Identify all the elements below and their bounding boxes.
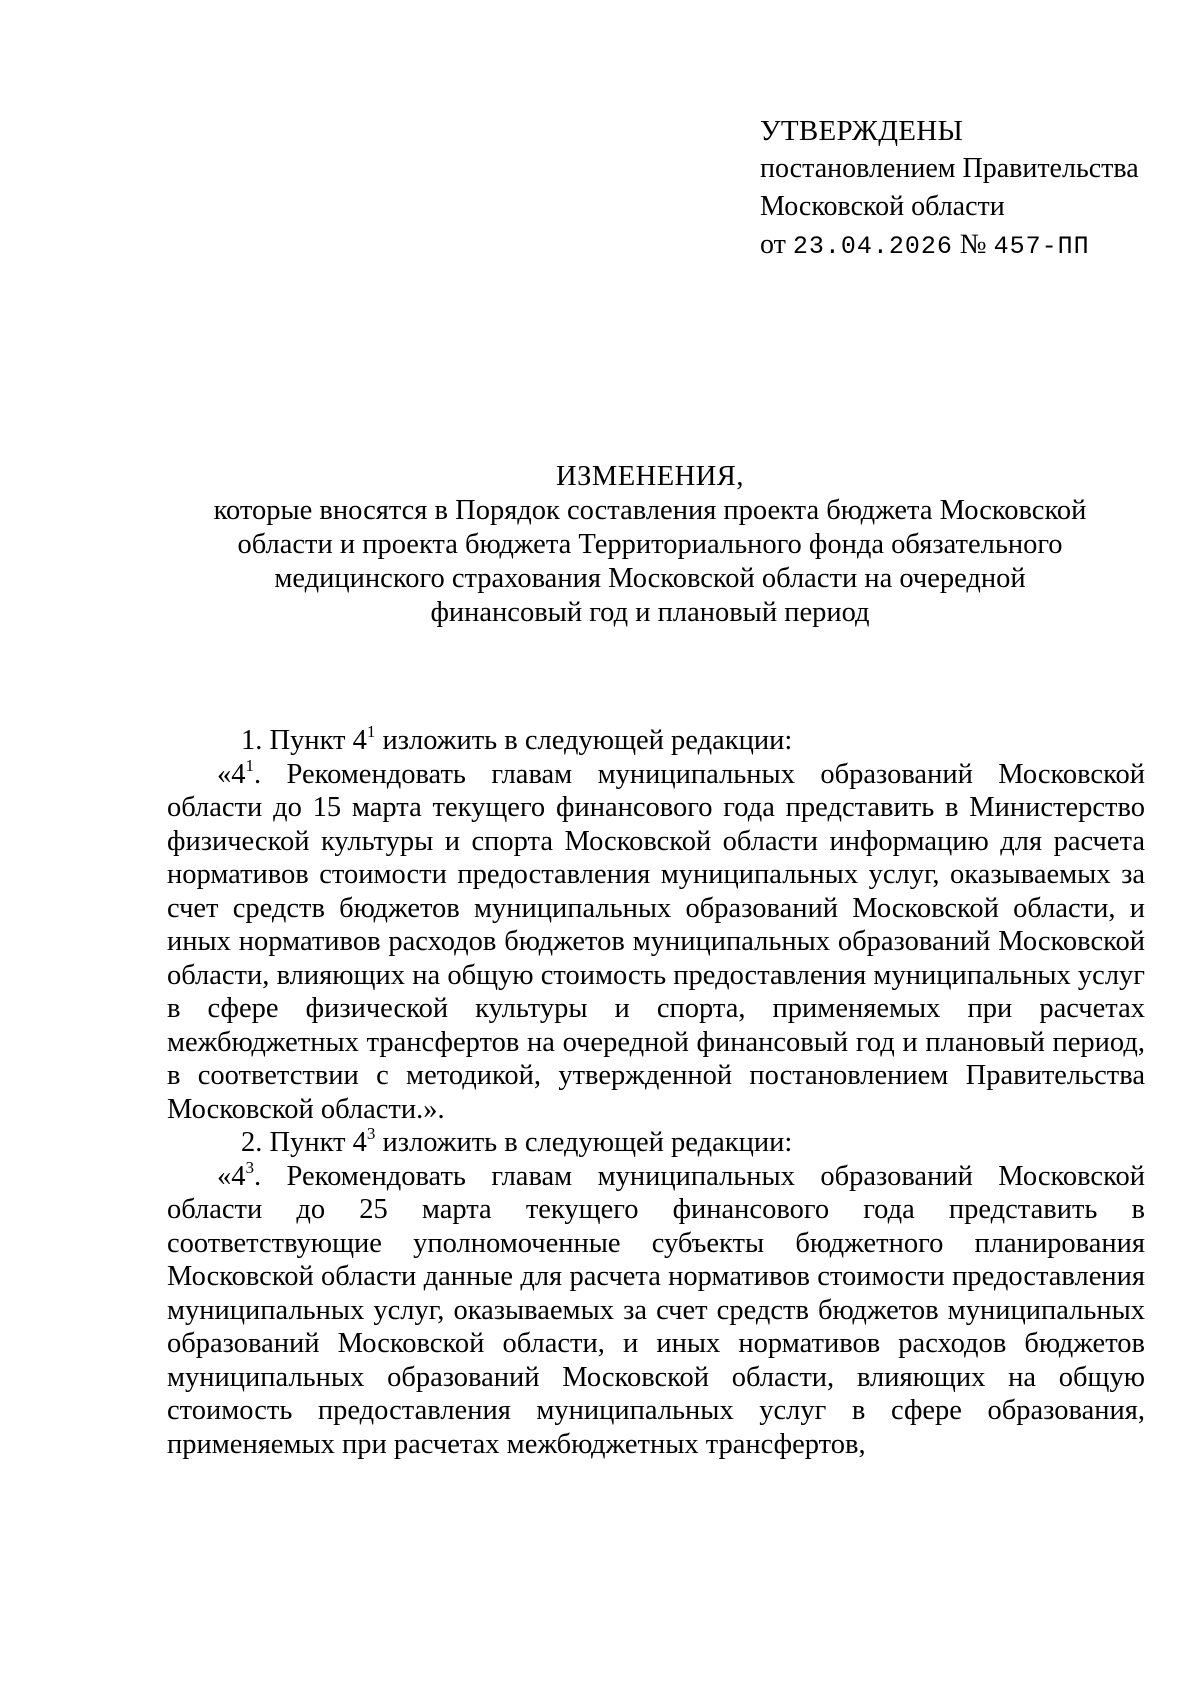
paragraph-4 bbox=[167, 1157, 1145, 1462]
title-line-4: финансовый год и плановый период bbox=[430, 597, 870, 628]
document-title bbox=[200, 460, 1100, 630]
paragraph-2 bbox=[167, 755, 1145, 1127]
approval-number-label: № bbox=[959, 229, 987, 260]
title-line-1: которые вносятся в Порядок составления проекта бюджета Московской bbox=[213, 495, 1087, 526]
paragraph-1-rest: изложить в следующей редакции: bbox=[375, 725, 793, 756]
paragraph-3-start: 2. Пункт 4 bbox=[241, 1127, 367, 1158]
approval-line-2: Московской области bbox=[760, 191, 1005, 222]
paragraph-3-sup: 3 bbox=[366, 1124, 376, 1143]
approval-line-1: постановлением Правительства bbox=[760, 153, 1139, 184]
approval-block bbox=[760, 112, 1180, 266]
paragraph-3 bbox=[167, 1126, 1145, 1160]
paragraph-4-rest: . Рекомендовать главам муниципальных образований Московской области до 25 марта текущего финансового года представить в соответствующие уполномоченные субъекты бюджетного планирования Московской области данные для расчета нормативов стоимости предоставления муниципальных услуг, оказываемых за счет средств бюджетов муниципальных образований Московской области, и иных нормативов расходов бюджетов муниципальных образований Московской области, влияющих на общую стоимость предоставления муниципальных услуг в сфере образования, применяемых при расчетах межбюджетных трансфертов, bbox=[167, 1160, 1145, 1460]
title-line-3: медицинского страхования Московской области на очередной bbox=[274, 563, 1026, 594]
paragraph-1-sup: 1 bbox=[366, 722, 376, 741]
paragraph-4-sup: 3 bbox=[245, 1157, 254, 1177]
approval-title: УТВЕРЖДЕНЫ bbox=[760, 115, 964, 147]
paragraph-4-start: «4 bbox=[217, 1160, 246, 1192]
paragraph-3-rest: изложить в следующей редакции: bbox=[375, 1127, 793, 1158]
approval-date-prefix: от bbox=[760, 229, 786, 260]
approval-number: 457-ПП bbox=[993, 232, 1090, 261]
paragraph-1 bbox=[167, 724, 1145, 758]
document-body bbox=[167, 724, 1145, 1461]
paragraph-2-rest: . Рекомендовать главам муниципальных образований Московской области до 15 марта текущего финансового года представить в Министерство физической культуры и спорта Московской области информацию для расчета нормативов стоимости предоставления муниципальных услуг, оказываемых за счет средств бюджетов муниципальных образований Московской области, и иных нормативов расходов бюджетов муниципальных образований Московской области, влияющих на общую стоимость предоставления муниципальных услуг в сфере физической культуры и спорта, применяемых при расчетах межбюджетных трансфертов на очередной финансовый год и плановый период, в соответствии с методикой, утвержденной постановлением Правительства Московской области.». bbox=[167, 758, 1145, 1125]
title-heading: ИЗМЕНЕНИЯ, bbox=[556, 461, 744, 492]
title-line-2: области и проекта бюджета Территориального фонда обязательного bbox=[237, 529, 1063, 560]
paragraph-1-start: 1. Пункт 4 bbox=[241, 725, 367, 756]
paragraph-2-start: «4 bbox=[217, 758, 246, 790]
paragraph-2-sup: 1 bbox=[245, 755, 254, 775]
approval-date: 23.04.2026 bbox=[792, 232, 953, 261]
approval-date-line bbox=[760, 226, 1180, 266]
